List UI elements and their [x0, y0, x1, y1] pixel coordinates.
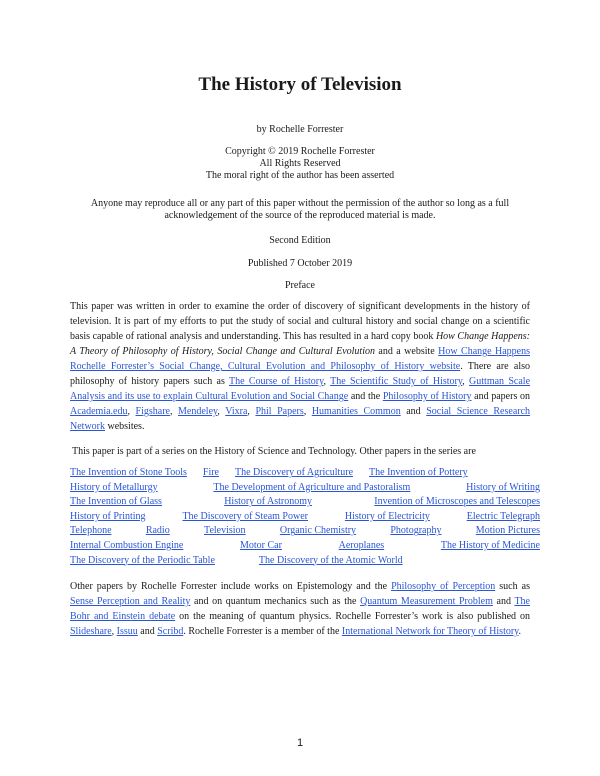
link-theory-of-history-network[interactable]: International Network for Theory of History — [341, 626, 519, 637]
series-row — [70, 524, 540, 539]
link-academia[interactable]: Academia.edu — [70, 406, 128, 417]
link-humanities-common[interactable]: Humanities Common — [311, 406, 401, 417]
link-course-of-history[interactable]: The Course of History — [228, 376, 324, 387]
series-row — [70, 510, 540, 525]
copyright-block — [0, 146, 600, 182]
text: and — [137, 626, 158, 637]
text: , — [169, 406, 179, 417]
text: , — [303, 406, 312, 417]
series-link[interactable]: History of Metallurgy — [70, 481, 158, 493]
text: and papers on — [471, 391, 530, 402]
text: and — [492, 596, 515, 607]
series-row — [70, 495, 540, 510]
link-vixra[interactable]: Vixra — [225, 406, 248, 417]
series-row — [70, 554, 540, 569]
text: This paper was written in order to examine the order of discovery of significant developments in the history of television. It is part of my efforts to put the study of social and cultural history and social change on a scientific basis capable of rational analysis and understanding. This has resulted in a hard copy book — [70, 301, 530, 342]
text: , — [323, 376, 331, 387]
copyright-line: Copyright © 2019 Rochelle Forrester — [225, 146, 375, 157]
link-guttman[interactable]: Guttman Scale Analysis and its use to explain Cultural Evolution and Social Change — [70, 376, 531, 402]
series-link[interactable]: The Discovery of the Atomic World — [258, 554, 403, 566]
other-papers-paragraph — [70, 579, 530, 639]
text: on the meaning of quantum physics. Rochelle Forrester’s work is also published on — [175, 611, 531, 622]
text: and the — [348, 391, 383, 402]
text: . — [518, 626, 522, 637]
moral-right-line: The moral right of the author has been asserted — [205, 170, 395, 181]
series-link[interactable]: The History of Medicine — [440, 539, 540, 551]
series-link[interactable]: The Discovery of the Periodic Table — [70, 554, 215, 566]
link-quantum-measurement[interactable]: Quantum Measurement Problem — [360, 596, 493, 607]
link-issuu[interactable]: Issuu — [116, 626, 138, 637]
paper-title: The History of Television — [198, 74, 402, 95]
series-link[interactable]: Electric Telegraph — [466, 510, 540, 522]
book-title: How Change Happens: A Theory of Philosophy of History, Social Change and Cultural Evolution — [70, 331, 530, 357]
series-link-grid — [70, 466, 540, 568]
link-website[interactable]: How Change Happens Rochelle Forrester’s Social Change, Cultural Evolution and Philosophy of History website — [70, 346, 531, 372]
published-date: Published 7 October 2019 — [247, 258, 353, 269]
permission-notice: Anyone may reproduce all or any part of this paper without the permission of the author so long as a full acknowledgement of the source of the reproduced material is made. — [90, 198, 510, 221]
text: , — [247, 406, 256, 417]
rights-line: All Rights Reserved — [259, 158, 341, 169]
link-mendeley[interactable]: Mendeley — [178, 406, 218, 417]
link-bohr-einstein[interactable]: The Bohr and Einstein debate — [70, 596, 530, 622]
edition: Second Edition — [269, 235, 331, 246]
series-link[interactable]: History of Printing — [70, 510, 146, 522]
text: Other papers by Rochelle Forrester include works on Epistemology and the — [70, 581, 392, 592]
series-link[interactable]: Motor Car — [240, 539, 282, 551]
series-link[interactable]: Internal Combustion Engine — [70, 539, 184, 551]
preface-paragraph — [70, 299, 530, 434]
text: , — [462, 376, 470, 387]
preface-heading: Preface — [285, 280, 315, 291]
series-link[interactable]: Radio — [145, 525, 170, 537]
link-philosophy-of-history[interactable]: Philosophy of History — [382, 391, 472, 402]
text: and — [400, 406, 427, 417]
link-scientific-study[interactable]: The Scientific Study of History — [330, 376, 463, 387]
series-link[interactable]: Aeroplanes — [338, 539, 385, 551]
text: websites. — [105, 421, 145, 432]
series-link[interactable]: The Discovery of Steam Power — [182, 510, 308, 522]
series-link[interactable]: Motion Pictures — [475, 525, 540, 537]
link-sense-perception[interactable]: Sense Perception and Reality — [70, 596, 191, 607]
link-philpapers[interactable]: Phil Papers — [255, 406, 304, 417]
text: and a website — [374, 346, 439, 357]
link-figshare[interactable]: Figshare — [135, 406, 170, 417]
series-link[interactable]: The Development of Agriculture and Pastoralism — [213, 481, 411, 493]
text: , — [217, 406, 226, 417]
text: . There are also philosophy of history papers such as — [70, 361, 531, 387]
page-number: 1 — [296, 737, 304, 749]
series-row — [70, 466, 540, 481]
link-philosophy-of-perception[interactable]: Philosophy of Perception — [391, 581, 496, 592]
series-link[interactable]: Organic Chemistry — [279, 525, 357, 537]
series-link[interactable]: Telephone — [70, 525, 112, 537]
text: and on quantum mechanics such as the — [190, 596, 361, 607]
series-link[interactable]: Fire — [202, 467, 219, 478]
text: , — [127, 406, 136, 417]
link-ssrn[interactable]: Social Science Research Network — [70, 406, 531, 432]
text: such as — [495, 581, 530, 592]
series-link[interactable]: History of Astronomy — [224, 496, 312, 508]
text: , — [111, 626, 117, 637]
series-link[interactable]: History of Electricity — [344, 510, 430, 522]
series-link[interactable]: The Invention of Stone Tools — [70, 467, 187, 478]
series-link[interactable]: Television — [204, 525, 246, 537]
series-link[interactable]: History of Writing — [466, 481, 540, 493]
series-link[interactable]: Photography — [390, 525, 442, 537]
series-link[interactable]: The Invention of Pottery — [369, 467, 468, 478]
series-link[interactable]: Invention of Microscopes and Telescopes — [374, 496, 540, 508]
byline: by Rochelle Forrester — [256, 124, 344, 135]
series-link[interactable]: The Invention of Glass — [70, 496, 162, 508]
series-intro: This paper is part of a series on the History of Science and Technology. Other papers in the series are — [72, 446, 476, 457]
series-row — [70, 481, 540, 496]
series-row — [70, 539, 540, 554]
link-scribd[interactable]: Scribd — [157, 626, 184, 637]
text: . Rochelle Forrester is a member of the — [183, 626, 342, 637]
link-slideshare[interactable]: Slideshare — [70, 626, 112, 637]
series-link[interactable]: The Discovery of Agriculture — [235, 467, 354, 478]
